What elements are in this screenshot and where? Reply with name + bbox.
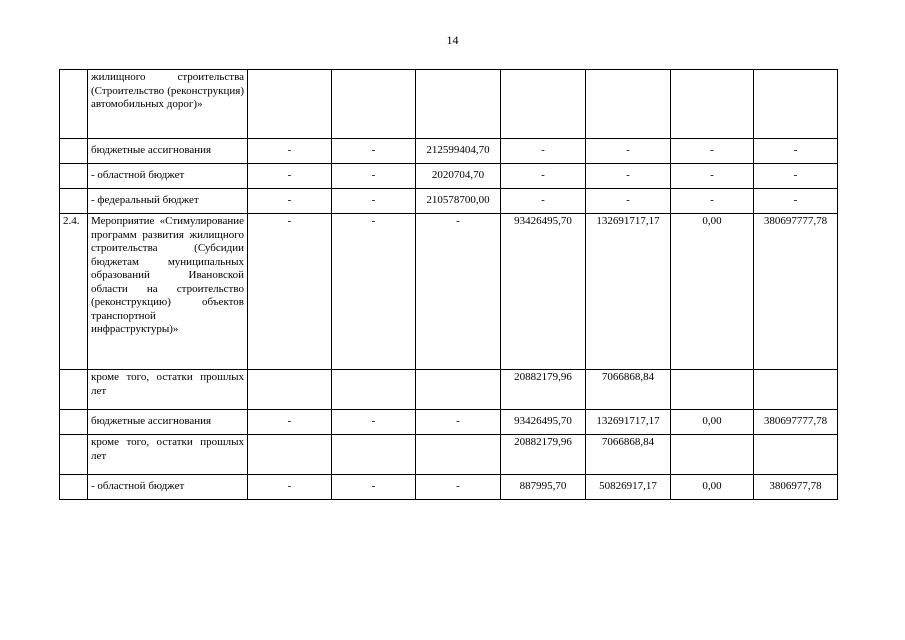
value-cell: -: [501, 189, 586, 214]
table-row: [60, 410, 838, 435]
value-cell: [248, 70, 332, 139]
value-cell: 380697777,78: [754, 214, 838, 370]
value-cell: 93426495,70: [501, 410, 586, 435]
value-cell: 0,00: [671, 475, 754, 500]
value-cell: [671, 70, 754, 139]
value-cell: 7066868,84: [586, 370, 671, 410]
row-number-cell: [60, 410, 88, 435]
value-cell: [332, 370, 416, 410]
row-label: жилищного строительства (Строительство (реконструкция) автомобильных дорог)»: [91, 71, 244, 110]
value-cell: -: [501, 164, 586, 189]
row-label-cell: [88, 70, 248, 139]
row-label: - областной бюджет: [91, 480, 185, 493]
value-cell: -: [586, 164, 671, 189]
table-row: [60, 139, 838, 164]
value-cell: -: [754, 189, 838, 214]
row-label-cell: [88, 435, 248, 475]
value-cell: [754, 370, 838, 410]
value-cell: 0,00: [671, 214, 754, 370]
value-cell: [671, 370, 754, 410]
value-cell: -: [754, 164, 838, 189]
value-cell: 0,00: [671, 410, 754, 435]
value-cell: [754, 435, 838, 475]
row-label: кроме того, остатки прошлых лет: [91, 371, 244, 397]
value-cell: -: [501, 139, 586, 164]
row-label-cell: [88, 214, 248, 370]
table-row: [60, 189, 838, 214]
budget-table: [59, 69, 838, 500]
row-label: бюджетные ассигнования: [91, 415, 212, 428]
row-label-cell: [88, 475, 248, 500]
value-cell: 2020704,70: [416, 164, 501, 189]
value-cell: -: [332, 164, 416, 189]
table-row: [60, 70, 838, 139]
value-cell: -: [248, 410, 332, 435]
value-cell: [671, 435, 754, 475]
value-cell: -: [671, 189, 754, 214]
table-row: [60, 435, 838, 475]
value-cell: -: [248, 475, 332, 500]
value-cell: [248, 435, 332, 475]
value-cell: [248, 370, 332, 410]
value-cell: -: [416, 475, 501, 500]
value-cell: 7066868,84: [586, 435, 671, 475]
table-row: [60, 475, 838, 500]
row-number-cell: 2.4.: [60, 214, 88, 370]
page-number: 14: [446, 33, 459, 47]
value-cell: -: [671, 139, 754, 164]
value-cell: -: [248, 164, 332, 189]
value-cell: 132691717,17: [586, 410, 671, 435]
table-row: [60, 164, 838, 189]
table-row: [60, 370, 838, 410]
value-cell: [416, 435, 501, 475]
value-cell: 887995,70: [501, 475, 586, 500]
row-label-cell: [88, 139, 248, 164]
row-label-cell: [88, 189, 248, 214]
row-number-cell: [60, 70, 88, 139]
value-cell: -: [248, 189, 332, 214]
value-cell: [416, 370, 501, 410]
value-cell: -: [332, 410, 416, 435]
value-cell: 380697777,78: [754, 410, 838, 435]
row-number-cell: [60, 475, 88, 500]
value-cell: -: [332, 214, 416, 370]
value-cell: -: [332, 189, 416, 214]
row-number-cell: [60, 164, 88, 189]
row-label: - федеральный бюджет: [91, 194, 199, 207]
value-cell: -: [248, 214, 332, 370]
value-cell: -: [248, 139, 332, 164]
value-cell: -: [332, 139, 416, 164]
value-cell: 3806977,78: [754, 475, 838, 500]
value-cell: [586, 70, 671, 139]
value-cell: -: [754, 139, 838, 164]
value-cell: -: [416, 410, 501, 435]
row-label-cell: [88, 164, 248, 189]
row-number-cell: [60, 139, 88, 164]
value-cell: -: [332, 475, 416, 500]
value-cell: -: [586, 189, 671, 214]
value-cell: [501, 70, 586, 139]
value-cell: 93426495,70: [501, 214, 586, 370]
row-label: бюджетные ассигнования: [91, 144, 212, 157]
value-cell: [332, 70, 416, 139]
row-number-cell: [60, 189, 88, 214]
value-cell: 212599404,70: [416, 139, 501, 164]
value-cell: -: [416, 214, 501, 370]
value-cell: -: [671, 164, 754, 189]
row-label: - областной бюджет: [91, 169, 185, 182]
value-cell: 132691717,17: [586, 214, 671, 370]
row-label-cell: [88, 370, 248, 410]
row-number-cell: [60, 435, 88, 475]
value-cell: -: [586, 139, 671, 164]
value-cell: [754, 70, 838, 139]
row-label: кроме того, остатки прошлых лет: [91, 436, 244, 462]
row-number-cell: [60, 370, 88, 410]
value-cell: [416, 70, 501, 139]
value-cell: 20882179,96: [501, 370, 586, 410]
value-cell: 50826917,17: [586, 475, 671, 500]
value-cell: [332, 435, 416, 475]
row-label-cell: [88, 410, 248, 435]
value-cell: 20882179,96: [501, 435, 586, 475]
table-row: [60, 214, 838, 370]
value-cell: 210578700,00: [416, 189, 501, 214]
row-label: Мероприятие «Стимулирование программ развития жилищного строительства (Субсидии бюджетам муниципальных образований Ивановской области на строительство (реконструкцию) объектов транспортной инфраструктуры)»: [91, 215, 244, 335]
